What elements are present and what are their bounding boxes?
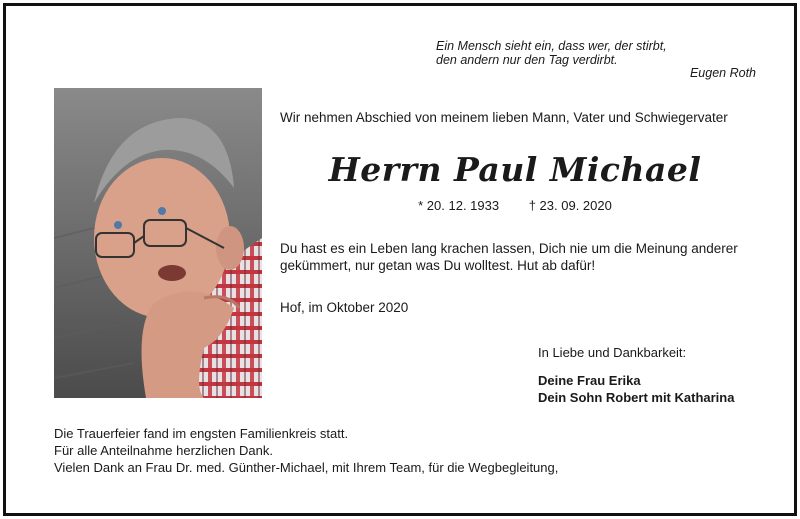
- deceased-name: Herrn Paul Michael: [328, 150, 702, 189]
- intro-text: Wir nehmen Abschied von meinem lieben Mann, Vater und Schwiegervater: [280, 110, 728, 125]
- birth-date: * 20. 12. 1933: [418, 198, 500, 213]
- message-line: Du hast es ein Leben lang krachen lassen, Dich nie um die Meinung anderer: [280, 241, 738, 256]
- personal-message: [280, 240, 760, 274]
- closing-block: [538, 344, 734, 406]
- closing-spacer: [538, 361, 734, 372]
- quote-line: Ein Mensch sieht ein, dass wer, der stirbt,: [436, 39, 667, 53]
- closing-heading: In Liebe und Dankbarkeit:: [538, 345, 687, 360]
- signature-line: Dein Sohn Robert mit Katharina: [538, 390, 735, 405]
- portrait-photo-icon: [54, 88, 262, 398]
- message-line: gekümmert, nur getan was Du wolltest. Hut ab dafür!: [280, 258, 596, 273]
- footer-line: Für alle Anteilnahme herzlichen Dank.: [54, 443, 273, 458]
- life-dates: [280, 198, 750, 213]
- death-date: † 23. 09. 2020: [528, 198, 612, 213]
- epigraph-quote: [436, 40, 756, 81]
- footer-line: Vielen Dank an Frau Dr. med. Günther-Michael, mit Ihrem Team, für die Wegbegleitung,: [54, 460, 559, 475]
- place-date: Hof, im Oktober 2020: [280, 300, 409, 315]
- footer-notes: [54, 425, 558, 476]
- portrait-photo: [54, 88, 262, 398]
- signature-line: Deine Frau Erika: [538, 373, 641, 388]
- footer-line: Die Trauerfeier fand im engsten Familienkreis statt.: [54, 426, 349, 441]
- quote-line: den andern nur den Tag verdirbt.: [436, 52, 618, 67]
- quote-author: Eugen Roth: [689, 66, 756, 80]
